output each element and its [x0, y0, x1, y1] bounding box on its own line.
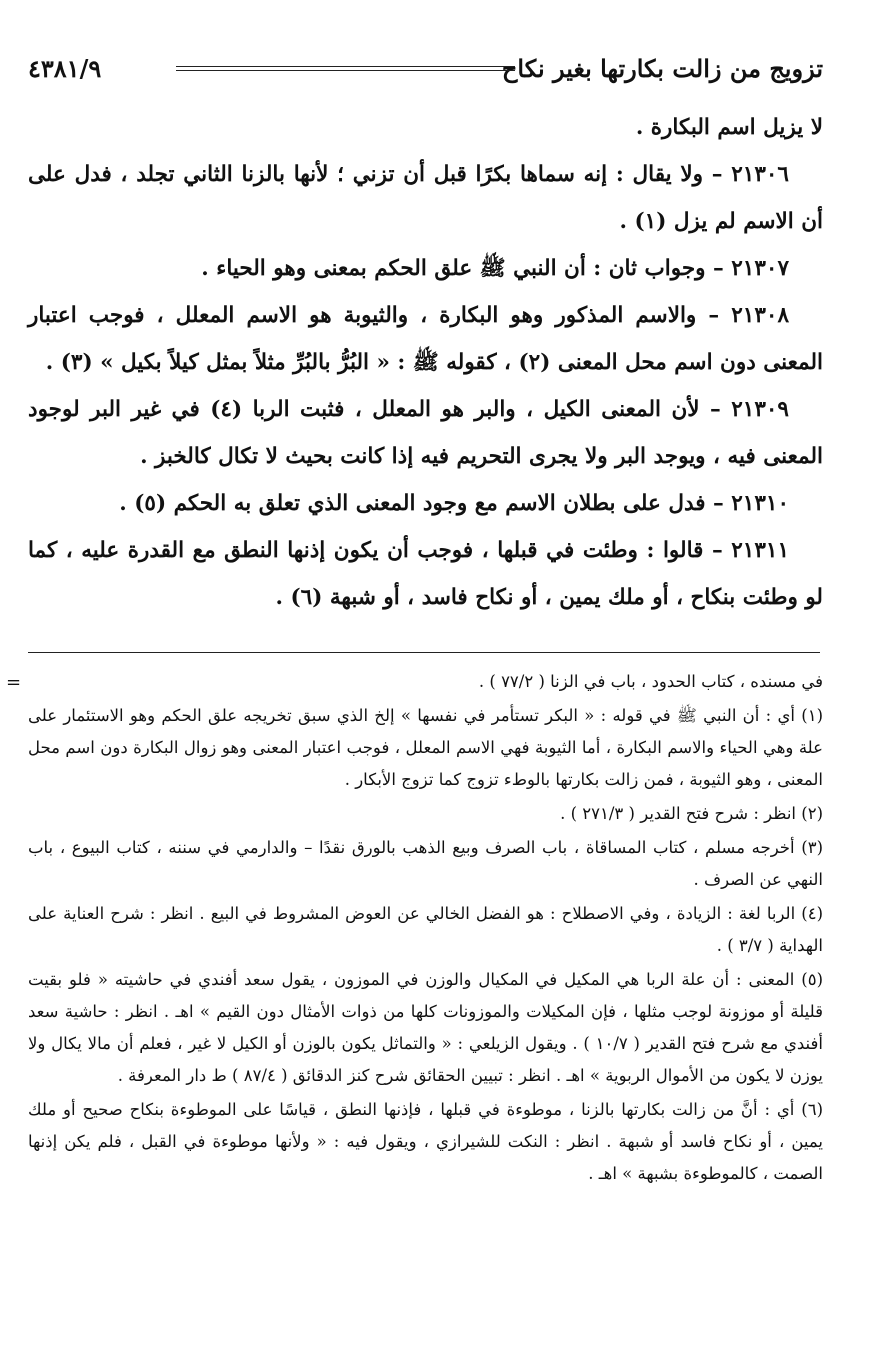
chapter-title: تزويج من زالت بكارتها بغير نكاح: [501, 54, 823, 83]
footnote: في مسنده ، كتاب الحدود ، باب في الزنا ( ٧٧/٢ ) .: [478, 672, 823, 691]
footnote: (١) أي : أن النبي ﷺ في قوله : « البكر تستأمر في نفسها » إلخ الذي سبق تخريجه علق الحكم وهو الاستئمار على علة وهي الحياء والاسم البكارة ، أما الثيوبة فهي الاسم المعلل ، فوجب اعتبار المعنى وهو زوال البكارة دون اسم محل المعنى ، وهو الثيوبة ، فمن زالت بكارتها بالوطء تزوج كما تزوج الأبكار .: [28, 706, 823, 789]
paragraph: لا يزيل اسم البكارة .: [635, 115, 823, 140]
paragraph: ٢١٣٠٦ – ولا يقال : إنه سماها بكرًا قبل أن تزني ؛ لأنها بالزنا الثاني تجلد ، فدل على أن الاسم لم يزل (١) .: [28, 162, 823, 234]
paragraph: ٢١٣٠٨ – والاسم المذكور وهو البكارة ، والثيوبة هو الاسم المعلل ، فوجب اعتبار المعنى دون اسم محل المعنى (٢) ، كقوله ﷺ : « البُرُّ بالبُرِّ مثلاً بمثل كيلاً بكيل » (٣) .: [28, 303, 823, 375]
continuation-mark: =: [6, 672, 22, 693]
footnote: (٣) أخرجه مسلم ، كتاب المساقاة ، باب الصرف وبيع الذهب بالورق نقدًا – والدارمي في سننه ، كتاب البيوع ، باب النهي عن الصرف .: [28, 838, 823, 889]
footnote: (٢) انظر : شرح فتح القدير ( ٢٧١/٣ ) .: [560, 804, 823, 823]
footnote-separator: [28, 652, 820, 653]
footnote: (٦) أي : أنَّ من زالت بكارتها بالزنا ، موطوءة في قبلها ، فإذنها النطق ، قياسًا على الموطوءة بنكاح صحيح أو ملك يمين ، أو نكاح فاسد أو شبهة . انظر : النكت للشيرازي ، ويقول فيه : « ولأنها موطوءة في القبل ، فلم يكن إذنها الصمت ، كالموطوءة بشبهة » اهـ .: [28, 1100, 823, 1183]
paragraph-number: ٢١٣٠٧: [731, 256, 789, 281]
paragraph-number: ٢١٣٠٨: [731, 303, 789, 328]
page-reference: ٤٣٨١/٩: [28, 54, 102, 83]
footnote: (٥) المعنى : أن علة الربا هي المكيل في المكيال والوزن في الموزون ، يقول سعد أفندي في حاشيته « فلو بقيت قليلة أو موزونة لوجب مثلها ، فإن المكيلات والموزونات كلها من ذوات الأمثال دون القيم » اهـ . انظر : حاشية سعد أفندي مع شرح فتح القدير ( ١٠/٧ ) . ويقول الزيلعي : « والتماثل يكون بالوزن أو الكيل لا غير ، فعلم أن مالا يكال ولا يوزن لا يكون من الأموال الربوية » اهـ . انظر : تبيين الحقائق شرح كنز الدقائق ( ٨٧/٤ ) ط دار المعرفة .: [28, 970, 823, 1085]
paragraph: ٢١٣٠٩ – لأن المعنى الكيل ، والبر هو المعلل ، فثبت الربا (٤) في غير البر لوجود المعنى فيه ، ويوجد البر ولا يجرى التحريم فيه إذا كانت بحيث لا تكال كالخبز .: [28, 397, 823, 469]
paragraph: ٢١٣١١ – قالوا : وطئت في قبلها ، فوجب أن يكون إذنها النطق مع القدرة عليه ، كما لو وطئت بنكاح ، أو ملك يمين ، أو نكاح فاسد ، أو شبهة (٦) .: [28, 538, 823, 610]
paragraph-number: ٢١٣١١: [731, 538, 789, 563]
header-rule: [176, 66, 515, 71]
paragraph: ٢١٣٠٧ – وجواب ثان : أن النبي ﷺ علق الحكم بمعنى وهو الحياء .: [201, 256, 789, 281]
paragraph: ٢١٣١٠ – فدل على بطلان الاسم مع وجود المعنى الذي تعلق به الحكم (٥) .: [119, 491, 789, 516]
main-text: [28, 104, 823, 621]
paragraph-number: ٢١٣٠٩: [731, 397, 789, 422]
footnote: (٤) الربا لغة : الزيادة ، وفي الاصطلاح : هو الفضل الخالي عن العوض المشروط في البيع . انظر : شرح العناية على الهداية ( ٣/٧ ) .: [28, 904, 823, 955]
paragraph-number: ٢١٣٠٦: [731, 162, 789, 187]
paragraph-number: ٢١٣١٠: [731, 491, 789, 516]
footnotes: [28, 666, 823, 1192]
running-header: [28, 44, 823, 94]
